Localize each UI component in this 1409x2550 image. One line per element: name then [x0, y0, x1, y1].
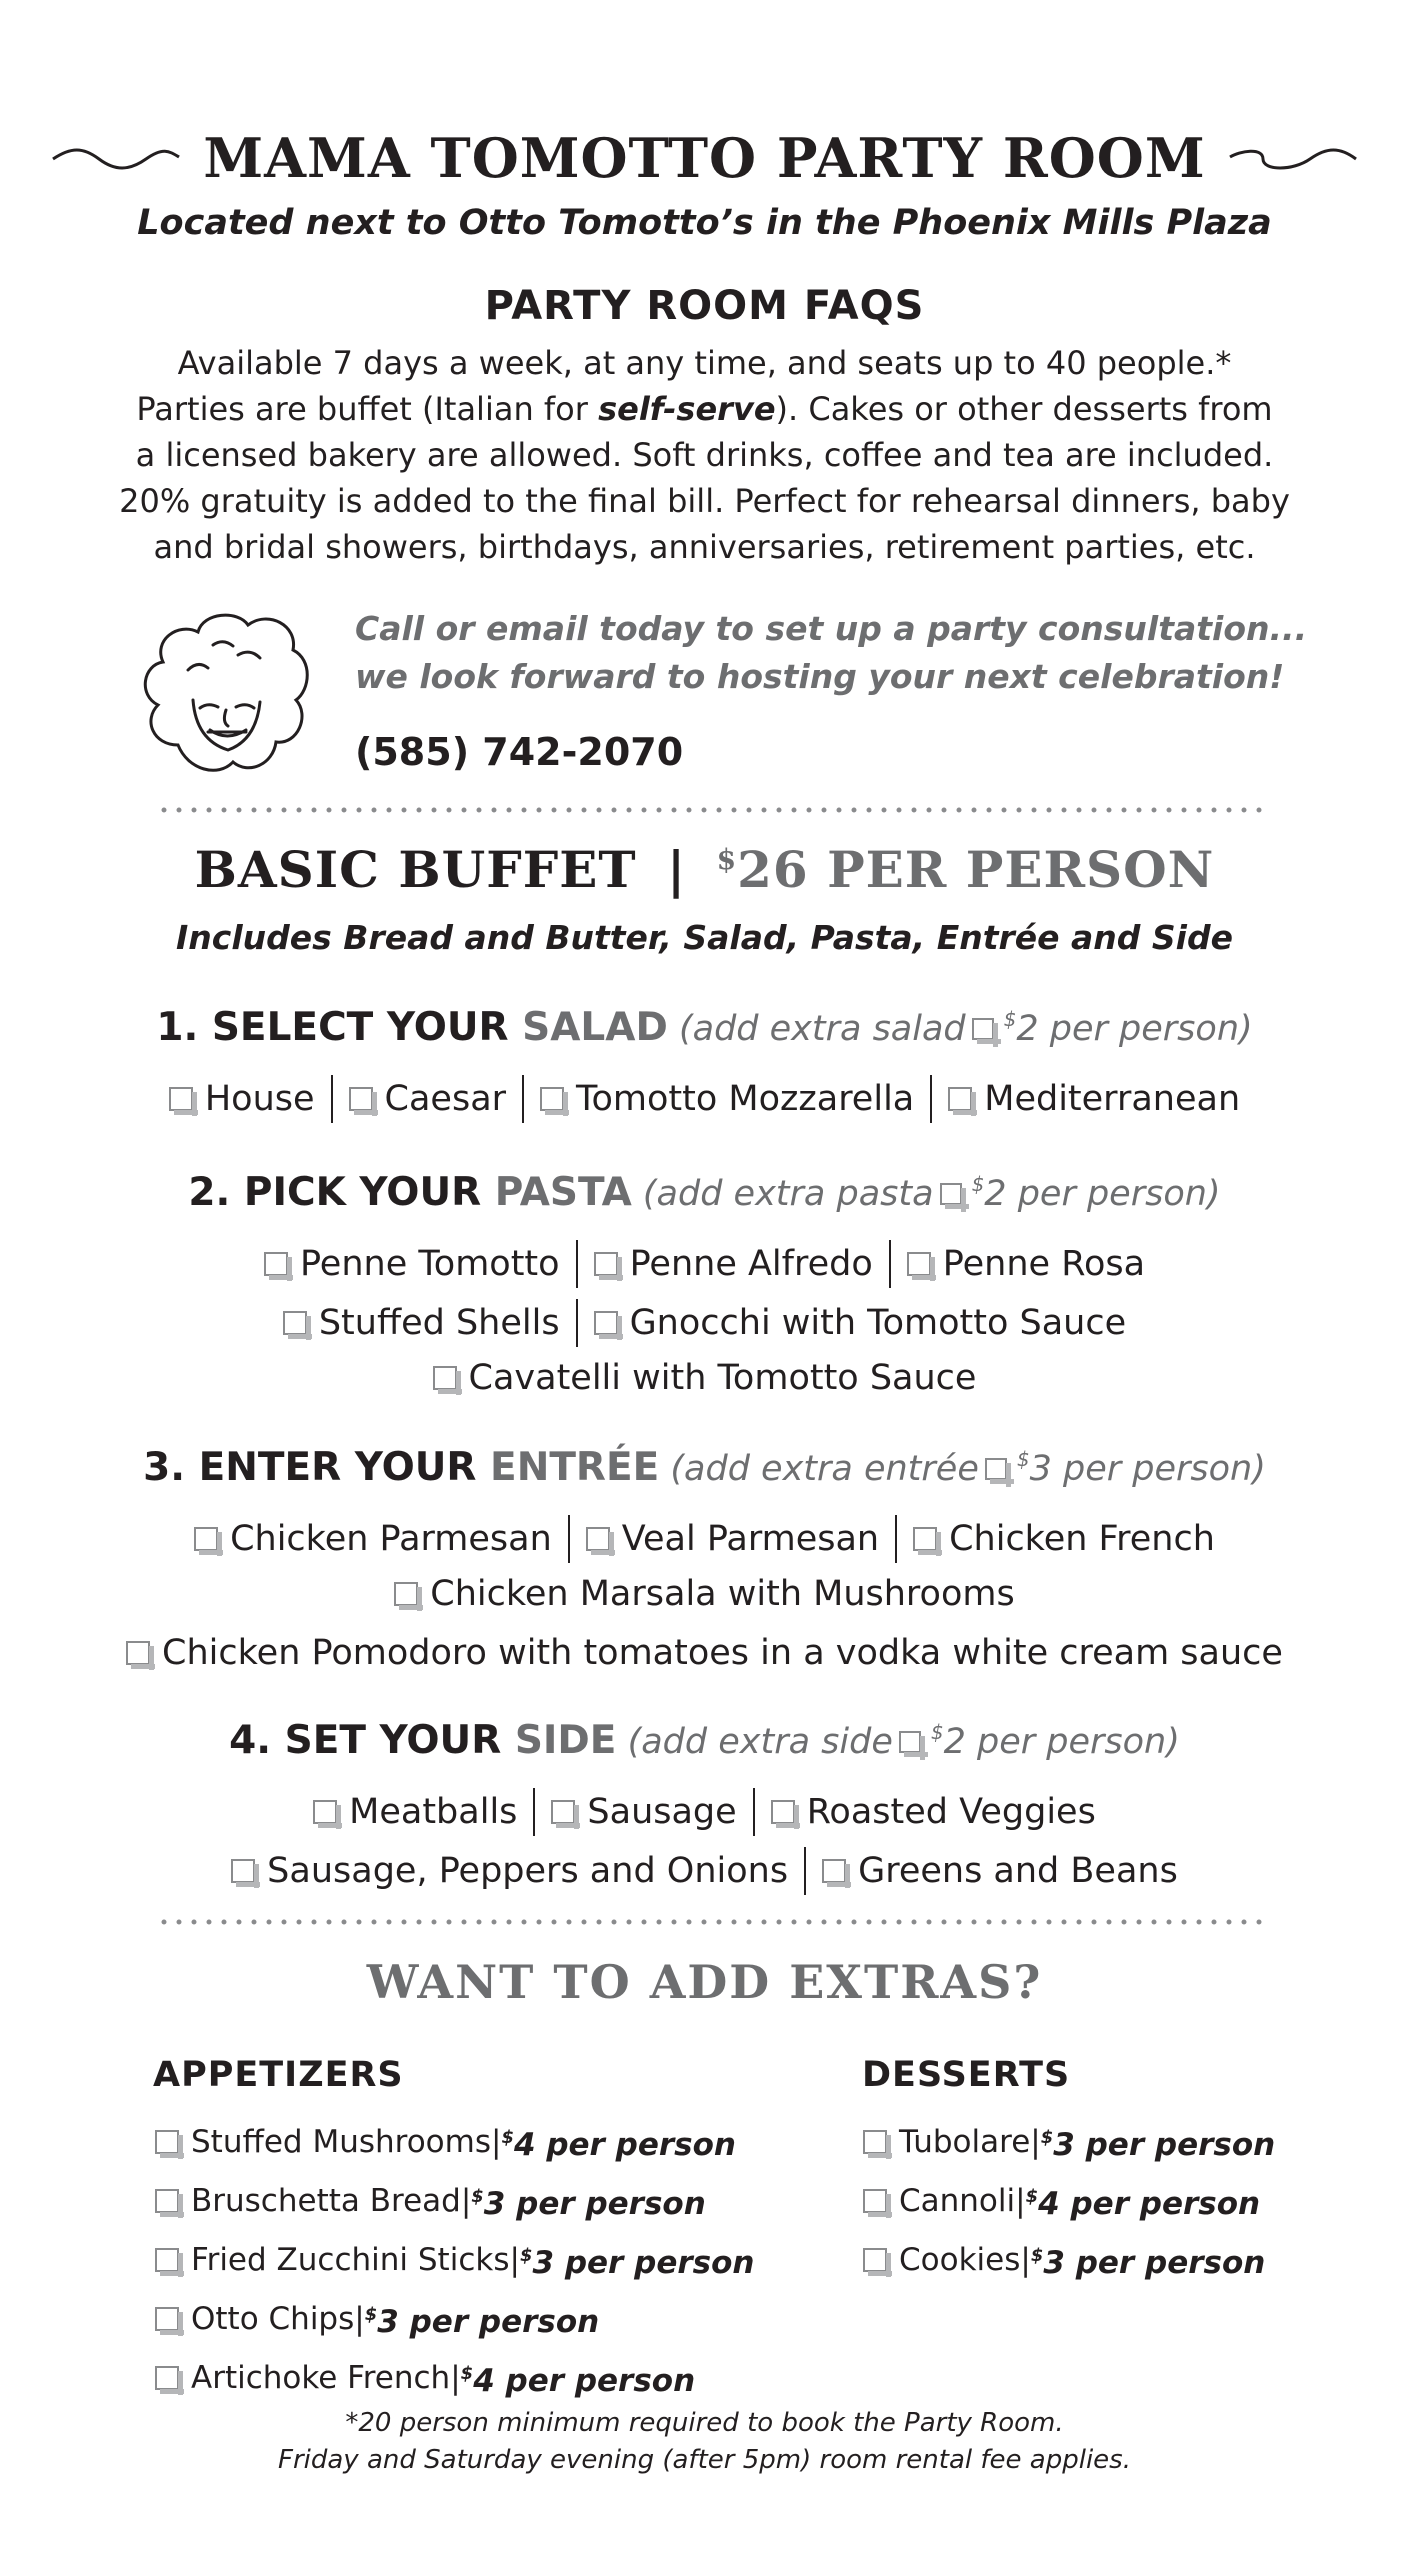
item-separator: | [354, 2300, 365, 2337]
price-symbol: $ [471, 2186, 484, 2207]
option-label: Meatballs [349, 1792, 518, 1832]
extra-item[interactable] [863, 2171, 1275, 2230]
callout-line: Call or email today to set up a party consultation... [355, 609, 1308, 648]
option-label: Cavatelli with Tomotto Sauce [468, 1358, 977, 1398]
option-separator [568, 1515, 570, 1563]
option-separator [753, 1788, 755, 1836]
checkbox-icon[interactable] [155, 2248, 179, 2272]
item-separator: | [1030, 2123, 1041, 2160]
menu-option[interactable] [771, 1792, 1096, 1832]
buffet-name: BASIC BUFFET [194, 840, 637, 899]
faq-text [0, 340, 1409, 570]
checkbox-icon[interactable] [985, 1458, 1007, 1480]
option-label: Stuffed Shells [318, 1303, 560, 1343]
menu-option[interactable] [194, 1519, 552, 1559]
faq-line: a licensed bakery are allowed. Soft drinks, coffee and tea are included. [135, 436, 1274, 474]
option-label: Mediterranean [984, 1079, 1241, 1119]
faq-text-segment: ). Cakes or other desserts from [775, 390, 1273, 428]
price-value: 3 per person [377, 2304, 600, 2340]
option-row [0, 1240, 1409, 1288]
extra-text: (add extra pasta [631, 1174, 934, 1214]
option-label: Penne Rosa [942, 1244, 1146, 1284]
extra-text: 2 per person) [943, 1722, 1180, 1762]
menu-option[interactable] [540, 1079, 914, 1119]
section-category: SIDE [514, 1718, 617, 1763]
section-prefix: 1. SELECT YOUR [156, 1005, 523, 1050]
buffet-divider: | [666, 840, 687, 899]
checkbox-icon[interactable] [540, 1087, 564, 1111]
option-separator [930, 1075, 932, 1123]
option-row [0, 1574, 1409, 1614]
option-label: Chicken Marsala with Mushrooms [430, 1574, 1015, 1614]
option-row [0, 1847, 1409, 1895]
menu-option[interactable] [594, 1303, 1127, 1343]
section-extra [632, 1174, 1221, 1214]
extra-text: (add extra side [616, 1722, 893, 1762]
checkbox-icon[interactable] [283, 1311, 307, 1335]
menu-option[interactable] [948, 1079, 1240, 1119]
price-symbol: $ [1016, 1447, 1030, 1471]
section-heading [0, 1170, 1409, 1215]
option-label: Gnocchi with Tomotto Sauce [629, 1303, 1127, 1343]
item-separator: | [1020, 2241, 1031, 2278]
price-symbol: $ [460, 2363, 474, 2384]
section-category: PASTA [494, 1170, 632, 1215]
dotted-divider [160, 806, 1272, 814]
price-value: 26 PER PERSON [737, 840, 1215, 899]
section-extra [659, 1449, 1266, 1489]
item-price [1026, 2171, 1261, 2230]
page-title: MAMA TOMOTTO PARTY ROOM [203, 126, 1206, 190]
option-separator [522, 1075, 524, 1123]
mama-avatar-icon [138, 610, 313, 780]
menu-option[interactable] [349, 1079, 507, 1119]
faq-emphasis: self-serve [598, 390, 776, 428]
checkbox-icon[interactable] [948, 1087, 972, 1111]
item-separator: | [460, 2182, 472, 2219]
checkbox-icon[interactable] [863, 2248, 887, 2272]
extra-item[interactable] [155, 2289, 754, 2348]
item-price [501, 2112, 736, 2171]
callout [355, 605, 1307, 701]
checkbox-icon[interactable] [771, 1800, 795, 1824]
option-separator [889, 1240, 891, 1288]
section-heading [0, 1445, 1409, 1490]
faq-line: 20% gratuity is added to the final bill. Perfect for rehearsal dinners, baby [119, 482, 1290, 520]
option-separator [804, 1847, 806, 1895]
item-separator: | [509, 2241, 520, 2278]
price-symbol: $ [1025, 2186, 1039, 2207]
buffet-title [0, 840, 1409, 899]
checkbox-icon[interactable] [155, 2130, 179, 2154]
extra-text: 2 per person) [1016, 1009, 1253, 1049]
checkbox-icon[interactable] [313, 1800, 337, 1824]
appetizers-heading: APPETIZERS [153, 2055, 404, 2095]
checkbox-icon[interactable] [899, 1731, 921, 1753]
faq-line: Available 7 days a week, at any time, and seats up to 40 people.* [177, 344, 1232, 382]
checkbox-icon[interactable] [231, 1859, 255, 1883]
checkbox-icon[interactable] [822, 1859, 846, 1883]
option-label: Chicken French [949, 1519, 1215, 1559]
item-name: Stuffed Mushrooms [191, 2123, 491, 2160]
section-heading [0, 1005, 1409, 1050]
option-label: House [204, 1079, 315, 1119]
callout-line: we look forward to hosting your next celebration! [355, 657, 1285, 696]
price-value: 4 per person [1038, 2186, 1261, 2222]
menu-option[interactable] [264, 1244, 560, 1284]
item-separator: | [490, 2123, 502, 2160]
option-label: Veal Parmesan [621, 1519, 880, 1559]
option-separator [576, 1240, 578, 1288]
price-symbol: $ [1003, 1007, 1017, 1031]
price-symbol: $ [501, 2127, 514, 2148]
checkbox-icon[interactable] [155, 2307, 179, 2331]
section-prefix: 3. ENTER YOUR [143, 1445, 491, 1490]
menu-option[interactable] [394, 1574, 1014, 1614]
option-row [0, 1788, 1409, 1836]
extra-text: (add extra salad [667, 1009, 966, 1049]
item-name: Bruschetta Bread [191, 2182, 461, 2219]
price-symbol: $ [1030, 2245, 1044, 2266]
menu-option[interactable] [594, 1244, 873, 1284]
checkbox-icon[interactable] [586, 1527, 610, 1551]
price-symbol: $ [1040, 2127, 1054, 2148]
menu-option[interactable] [126, 1633, 1283, 1673]
item-price [461, 2348, 696, 2407]
item-price [520, 2230, 755, 2289]
extra-text: 3 per person) [1029, 1449, 1266, 1489]
title-row [0, 118, 1409, 198]
menu-option[interactable] [231, 1851, 788, 1891]
option-label: Chicken Pomodoro with tomatoes in a vodka white cream sauce [162, 1633, 1283, 1673]
faq-line [0, 386, 1409, 432]
checkbox-icon[interactable] [169, 1087, 193, 1111]
option-separator [533, 1788, 535, 1836]
option-separator [331, 1075, 333, 1123]
checkbox-icon[interactable] [863, 2130, 887, 2154]
price-value: 3 per person [1053, 2127, 1276, 2163]
squiggle-right-icon [1228, 143, 1358, 173]
item-name: Cannoli [899, 2182, 1016, 2219]
item-price [1031, 2230, 1266, 2289]
menu-option[interactable] [283, 1303, 560, 1343]
price-value: 3 per person [483, 2186, 706, 2222]
faq-title: PARTY ROOM FAQS [484, 283, 925, 329]
option-row [0, 1633, 1409, 1673]
option-label: Tomotto Mozzarella [576, 1079, 915, 1119]
checkbox-icon[interactable] [972, 1018, 994, 1040]
faq-text-segment: Parties are buffet (Italian for [136, 390, 599, 428]
option-label: Greens and Beans [858, 1851, 1178, 1891]
extra-item[interactable] [863, 2230, 1275, 2289]
menu-option[interactable] [169, 1079, 315, 1119]
price-symbol: $ [930, 1720, 944, 1744]
item-name: Artichoke French [191, 2359, 451, 2396]
checkbox-icon[interactable] [155, 2189, 179, 2213]
checkbox-icon[interactable] [863, 2189, 887, 2213]
checkbox-icon[interactable] [126, 1641, 150, 1665]
price-value: 4 per person [473, 2363, 696, 2399]
extra-text: 2 per person) [984, 1174, 1221, 1214]
section-extra [668, 1009, 1253, 1049]
checkbox-icon[interactable] [264, 1252, 288, 1276]
checkbox-icon[interactable] [913, 1527, 937, 1551]
extra-item[interactable] [155, 2348, 754, 2407]
section-extra [616, 1722, 1179, 1762]
checkbox-icon[interactable] [907, 1252, 931, 1276]
checkbox-icon[interactable] [155, 2366, 179, 2390]
item-separator: | [450, 2359, 461, 2396]
menu-option[interactable] [913, 1519, 1215, 1559]
option-label: Caesar [384, 1079, 507, 1119]
option-label: Chicken Parmesan [230, 1519, 552, 1559]
extra-item[interactable] [155, 2171, 754, 2230]
item-name: Cookies [899, 2241, 1021, 2278]
extras-title: WANT TO ADD EXTRAS? [366, 1955, 1043, 2009]
price-value: 3 per person [1043, 2245, 1266, 2281]
item-name: Tubolare [899, 2123, 1031, 2160]
checkbox-icon[interactable] [194, 1527, 218, 1551]
menu-option[interactable] [313, 1792, 517, 1832]
section-prefix: 2. PICK YOUR [188, 1170, 495, 1215]
option-label: Penne Alfredo [629, 1244, 873, 1284]
option-row [0, 1515, 1409, 1563]
item-name: Otto Chips [191, 2300, 355, 2337]
section-heading [0, 1718, 1409, 1763]
option-row [0, 1299, 1409, 1347]
desserts-list [863, 2112, 1275, 2289]
option-separator [895, 1515, 897, 1563]
item-price [471, 2171, 706, 2230]
extra-item[interactable] [155, 2112, 754, 2171]
footnote [0, 2405, 1409, 2479]
section-category: SALAD [522, 1005, 668, 1050]
checkbox-icon[interactable] [349, 1087, 373, 1111]
extra-item[interactable] [863, 2112, 1275, 2171]
buffet-includes: Includes Bread and Butter, Salad, Pasta, Entrée and Side [176, 918, 1233, 957]
buffet-price [717, 840, 1215, 899]
menu-option[interactable] [586, 1519, 879, 1559]
item-price [1041, 2112, 1276, 2171]
item-separator: | [1015, 2182, 1026, 2219]
option-label: Sausage, Peppers and Onions [267, 1851, 789, 1891]
checkbox-icon[interactable] [551, 1800, 575, 1824]
menu-option[interactable] [551, 1792, 736, 1832]
item-price [365, 2289, 600, 2348]
section-category: ENTRÉE [490, 1445, 660, 1490]
section-prefix: 4. SET YOUR [229, 1718, 515, 1763]
option-row [0, 1075, 1409, 1123]
dotted-divider [160, 1918, 1272, 1926]
subtitle: Located next to Otto Tomotto’s in the Phoenix Mills Plaza [137, 203, 1272, 243]
checkbox-icon[interactable] [940, 1183, 962, 1205]
checkbox-icon[interactable] [394, 1582, 418, 1606]
menu-option[interactable] [822, 1851, 1178, 1891]
extra-text: (add extra entrée [659, 1449, 979, 1489]
extra-item[interactable] [155, 2230, 754, 2289]
desserts-heading: DESSERTS [862, 2055, 1071, 2095]
item-name: Fried Zucchini Sticks [191, 2241, 510, 2278]
option-label: Roasted Veggies [806, 1792, 1096, 1832]
price-symbol: $ [716, 843, 738, 876]
footnote-line: Friday and Saturday evening (after 5pm) room rental fee applies. [278, 2445, 1131, 2475]
checkbox-icon[interactable] [594, 1311, 618, 1335]
option-separator [576, 1299, 578, 1347]
menu-option[interactable] [907, 1244, 1145, 1284]
price-value: 4 per person [513, 2127, 736, 2163]
option-label: Penne Tomotto [299, 1244, 560, 1284]
checkbox-icon[interactable] [433, 1366, 457, 1390]
footnote-line: *20 person minimum required to book the Party Room. [345, 2408, 1064, 2438]
price-symbol: $ [519, 2245, 533, 2266]
faq-line: and bridal showers, birthdays, anniversaries, retirement parties, etc. [153, 528, 1256, 566]
option-label: Sausage [587, 1792, 737, 1832]
price-symbol: $ [364, 2304, 378, 2325]
price-value: 3 per person [532, 2245, 755, 2281]
squiggle-left-icon [51, 143, 181, 173]
price-symbol: $ [971, 1172, 985, 1196]
menu-option[interactable] [433, 1358, 977, 1398]
phone-number[interactable]: (585) 742-2070 [355, 730, 684, 774]
appetizers-list [155, 2112, 754, 2407]
option-row [0, 1358, 1409, 1398]
checkbox-icon[interactable] [594, 1252, 618, 1276]
